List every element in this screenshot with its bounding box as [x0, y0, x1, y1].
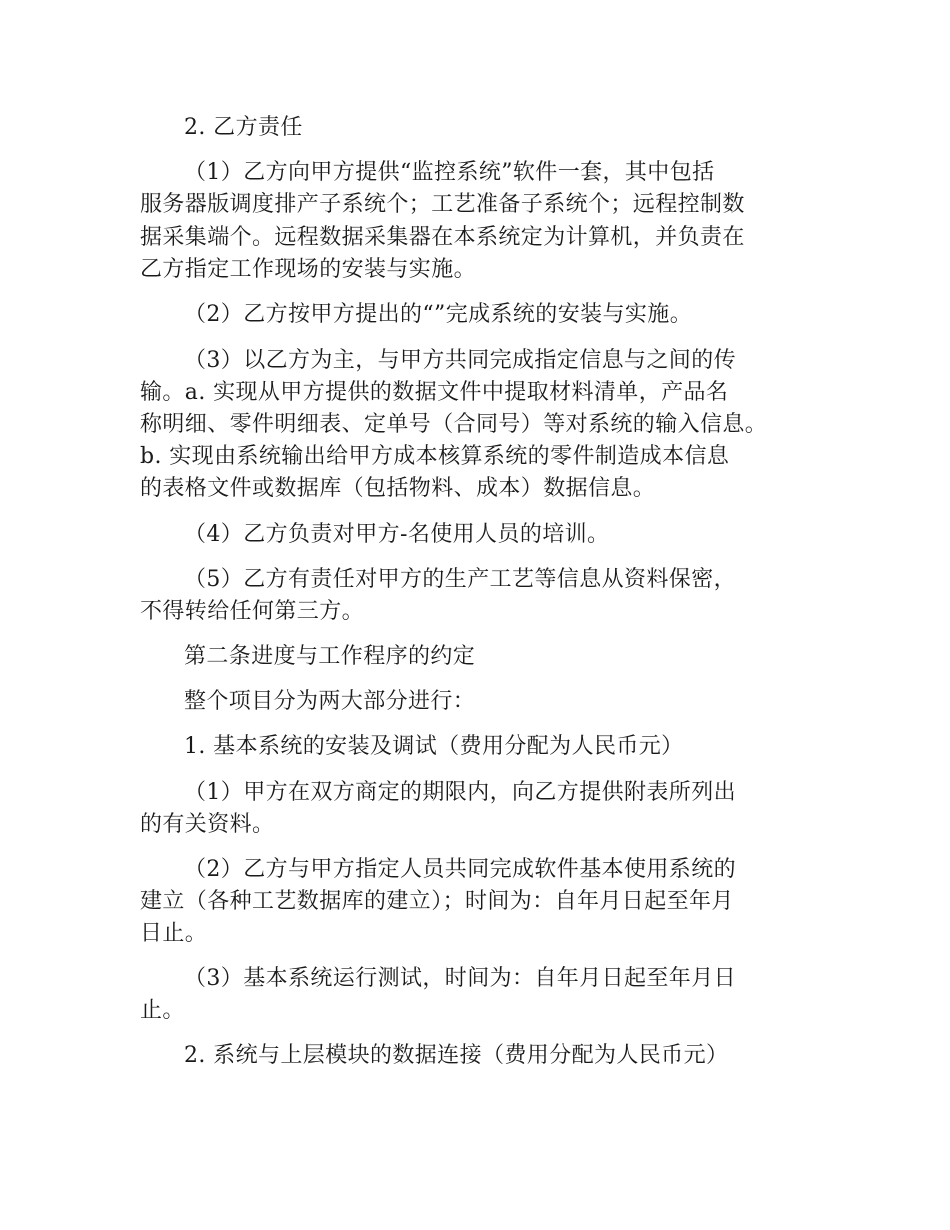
paragraph-line: （1）甲方在双方商定的期限内，向乙方提供附表所列出 [184, 780, 736, 805]
section-heading: 2. 系统与上层模块的数据连接（费用分配为人民币元） [184, 1043, 729, 1068]
paragraph-line: 的有关资料。 [140, 812, 275, 837]
paragraph-line: 日止。 [140, 921, 208, 946]
paragraph-line: （2）乙方与甲方指定人员共同完成软件基本使用系统的 [184, 857, 736, 882]
paragraph-line: 的表格文件或数据库（包括物料、成本）数据信息。 [140, 476, 656, 501]
article-heading: 第二条进度与工作程序的约定 [184, 644, 476, 669]
paragraph-line: 整个项目分为两大部分进行： [184, 689, 476, 714]
section-heading: 2. 乙方责任 [184, 115, 303, 140]
paragraph-line: （2）乙方按甲方提出的“”完成系统的安装与实施。 [184, 302, 693, 327]
paragraph-line: 乙方指定工作现场的安装与实施。 [140, 257, 477, 282]
paragraph-line: b. 实现由系统输出给甲方成本核算系统的零件制造成本信息 [140, 444, 730, 469]
section-heading: 1. 基本系统的安装及调试（费用分配为人民币元） [184, 734, 684, 759]
paragraph-line: （1）乙方向甲方提供“监控系统”软件一套，其中包括 [184, 160, 715, 185]
paragraph-line: 止。 [140, 998, 185, 1023]
paragraph-line: 建立（各种工艺数据库的建立）；时间为：自年月日起至年月 [140, 889, 734, 914]
paragraph-line: （4）乙方负责对甲方-名使用人员的培训。 [184, 522, 610, 547]
paragraph-line: 据采集端个。远程数据采集器在本系统定为计算机，并负责在 [140, 225, 745, 250]
paragraph-line: 服务器版调度排产子系统个；工艺准备子系统个；远程控制数 [140, 192, 745, 217]
paragraph-line: 输。a. 实现从甲方提供的数据文件中提取材料清单，产品名 [140, 380, 729, 405]
paragraph-line: （5）乙方有责任对甲方的生产工艺等信息从资料保密， [184, 567, 736, 592]
paragraph-line: （3）以乙方为主，与甲方共同完成指定信息与之间的传 [184, 348, 736, 373]
paragraph-line: 称明细、零件明细表、定单号（合同号）等对系统的输入信息。 [140, 412, 768, 437]
paragraph-line: 不得转给任何第三方。 [140, 599, 365, 624]
paragraph-line: （3）基本系统运行测试，时间为：自年月日起至年月日 [184, 966, 736, 991]
